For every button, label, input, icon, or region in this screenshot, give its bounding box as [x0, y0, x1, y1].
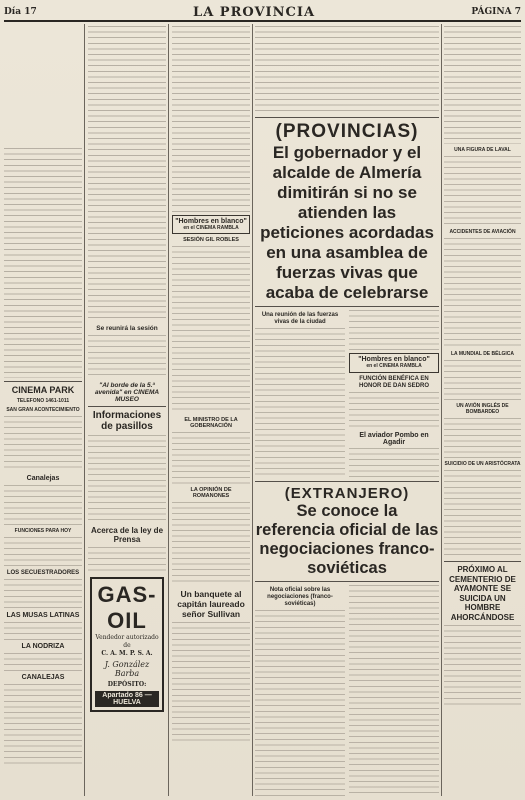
accidentes-heading: ACCIDENTES DE AVIACIÓN — [449, 229, 516, 235]
body-text-block — [172, 26, 250, 212]
column-rule — [252, 24, 253, 796]
laval-heading: UNA FIGURA DE LAVAL — [454, 147, 511, 153]
body-text-block — [88, 547, 166, 573]
cinema-phone: TELEFONO 1461-1011 — [16, 397, 70, 404]
body-text-block — [4, 579, 82, 609]
divider — [255, 306, 439, 307]
nodriza-heading: LA NODRIZA — [21, 642, 65, 650]
avion-heading: UN AVIÓN INGLÉS DE BOMBARDEO — [456, 403, 509, 415]
body-text-block — [4, 485, 82, 525]
cinema-subtitle: SAN GRAN ACONTECIMIENTO — [6, 406, 80, 413]
provincias-kicker: (PROVINCIAS) — [275, 121, 419, 142]
sesion-gil-robles-heading: SESIÓN GIL ROBLES — [183, 237, 239, 243]
hombres-box — [172, 215, 250, 234]
sesion-heading: Se reunirá la sesión — [96, 325, 158, 332]
body-text-block — [4, 653, 82, 671]
body-text-block — [255, 26, 439, 114]
main-spread — [255, 26, 439, 796]
canalejas2-heading: CANALEJAS — [21, 673, 65, 681]
body-text-block — [444, 625, 521, 705]
body-text-block — [4, 537, 82, 567]
body-text-block — [4, 622, 82, 640]
masthead-title: LA PROVINCIA — [193, 4, 316, 20]
body-text-block — [444, 418, 521, 458]
divider — [88, 406, 166, 407]
suicidio-heading: SUICIDIO DE UN ARISTÓCRATA — [444, 461, 521, 467]
column-rule — [441, 24, 442, 796]
borde-heading: "Al borde de la 5.ª avenida" en CINEMA MUSEO — [94, 382, 160, 403]
body-text-block — [444, 470, 521, 558]
body-text-block — [444, 238, 521, 348]
body-text-block — [349, 448, 439, 478]
body-text-block — [444, 360, 521, 400]
masthead-date: Día 17 — [4, 7, 37, 17]
body-text-block — [4, 684, 82, 764]
body-text-block — [88, 26, 166, 322]
masthead — [4, 4, 521, 22]
gasoil-person: J. González Barba — [104, 660, 150, 678]
romanones-heading: LA OPINIÓN DE ROMANONES — [190, 487, 232, 499]
body-text-block — [172, 246, 250, 414]
body-text-block — [349, 585, 439, 796]
gasoil-depot: DEPÓSITO: — [107, 681, 147, 688]
gasoil-address: Apartado 86 — HUELVA — [95, 691, 159, 707]
gasoil-line1: Vendedor autorizado de — [95, 634, 159, 649]
musas-latinas-heading: LAS MUSAS LATINAS — [6, 611, 80, 619]
banquete-heading: Un banquete al capitán laureado señor Sullivan — [177, 589, 245, 619]
body-text-block — [88, 335, 166, 379]
informaciones-heading: Informaciones de pasillos — [92, 410, 162, 432]
body-text-block — [88, 435, 166, 523]
divider — [255, 481, 439, 482]
extranjero-kicker: (EXTRANJERO) — [284, 485, 410, 502]
body-text-block — [255, 328, 345, 478]
body-text-block — [255, 610, 345, 796]
column-3 — [172, 26, 250, 796]
column-rule — [84, 24, 85, 796]
divider — [4, 381, 82, 382]
column-rule — [168, 24, 169, 796]
reunion-subheading: Una reunión de las fuerzas vivas de la ciudad — [261, 312, 339, 325]
body-text-block — [444, 156, 521, 226]
column-2 — [88, 26, 166, 796]
secondary-headline: Se conoce la referencia oficial de las negociaciones franco-soviéticas — [255, 502, 439, 577]
divider — [255, 117, 439, 118]
body-text-block — [4, 416, 82, 472]
hombres-blanco-title: "Hombres en blanco" — [358, 356, 430, 363]
mundial-heading: LA MUNDIAL DE BÉLGICA — [450, 351, 515, 357]
body-text-block — [349, 392, 439, 430]
gasoil-name: GAS-OIL — [97, 582, 157, 633]
hombres-blanco-place: en el CINEMA RAMBLA — [366, 363, 422, 369]
divider — [255, 581, 439, 582]
gasoil-line2: C. A. M. P. S. A. — [101, 650, 153, 657]
ministro-heading: EL MINISTRO DE LA GOBERNACIÓN — [184, 417, 238, 429]
body-text-block — [172, 432, 250, 484]
aviador-subheading: El aviador Pombo en Agadir — [359, 432, 429, 446]
funcion-benefica-subheading: FUNCIÓN BENÉFICA EN HONOR DE DAN SEDRO — [358, 376, 429, 389]
body-text-block — [444, 26, 521, 144]
hombres-title: "Hombres en blanco" — [175, 218, 247, 225]
body-text-block — [349, 310, 439, 350]
canalejas-heading: Canalejas — [26, 474, 60, 482]
masthead-page: PÁGINA 7 — [471, 7, 521, 17]
funciones-heading: FUNCIONES PARA HOY — [14, 527, 72, 534]
column-6 — [444, 26, 521, 796]
body-text-block — [172, 622, 250, 742]
body-text-block — [4, 148, 82, 378]
gasoil-advertisement — [90, 577, 164, 712]
column-1 — [4, 26, 82, 796]
proximo-cementerio-heading: PRÓXIMO AL CEMENTERIO DE AYAMONTE SE SUICIDA UN HOMBRE AHORCÁNDOSE — [449, 565, 516, 622]
ley-prensa-heading: Acerca de la ley de Prensa — [90, 526, 164, 544]
nota-oficial-subheading: Nota oficial sobre las negociaciones (franco-soviéticas) — [267, 587, 333, 607]
hombres-place: en el CINEMA RAMBLA — [183, 225, 239, 231]
cinema-park-title: CINEMA PARK — [11, 384, 75, 395]
hombres-blanco-box — [349, 353, 439, 373]
main-headline: El gobernador y el alcalde de Almería dimitirán si no se atienden las peticiones acordadas en una asamblea de fuerzas vivas que acaba de celebrarse — [260, 143, 434, 302]
divider — [444, 561, 521, 562]
secuestradores-heading: LOS SECUESTRADORES — [6, 569, 80, 576]
body-text-block — [172, 502, 250, 586]
